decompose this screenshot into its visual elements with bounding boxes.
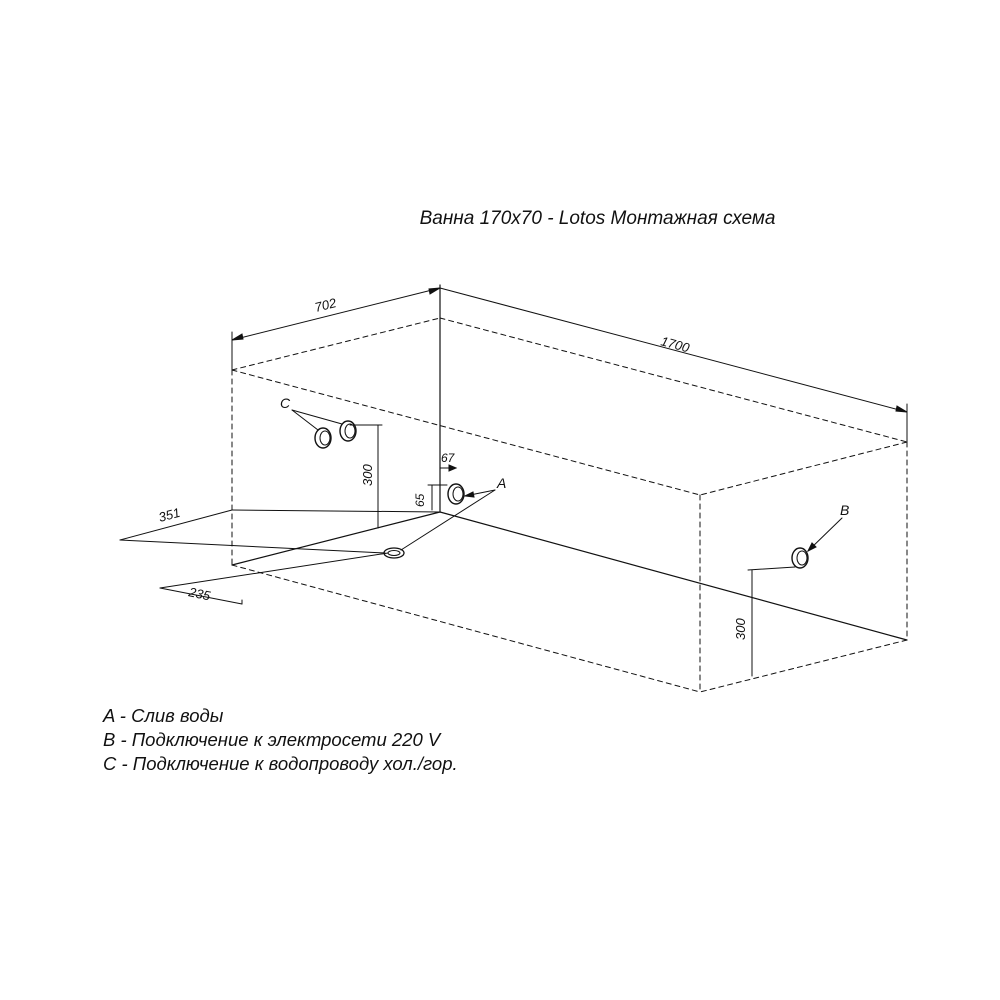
marker-c-label: C [280, 395, 291, 411]
dimension-235-label: 235 [187, 584, 212, 604]
drain-outlet-inner [388, 551, 400, 556]
dimension-65 [428, 485, 447, 510]
dimension-702 [232, 288, 440, 372]
dimension-1700-label: 1700 [659, 333, 692, 356]
floor-lines [232, 285, 907, 640]
dimension-351-label: 351 [156, 504, 182, 525]
marker-c-leaders [292, 410, 342, 430]
marker-b-leader [808, 518, 842, 551]
bottom-side-edge [700, 640, 907, 692]
dimension-65-label: 65 [413, 493, 427, 507]
dimension-67-label: 67 [441, 451, 455, 465]
top-side-edge [700, 442, 907, 495]
dimension-power-300-label: 300 [733, 618, 748, 640]
top-front-edge [232, 370, 700, 495]
floor-back-right-line [440, 512, 907, 640]
overflow-fitting-icon [448, 484, 464, 504]
dimension-1700 [440, 288, 907, 444]
top-back-edge [232, 318, 440, 370]
legend-item-a: A - Слив воды [103, 705, 224, 726]
tub-outline-dashed [232, 318, 907, 692]
dimension-67 [440, 465, 456, 471]
legend [103, 704, 458, 776]
floor-back-left-line [232, 512, 440, 565]
diagram-title: Ванна 170x70 - Lotos Монтажная схема [419, 208, 776, 229]
electrical-connection-icon [792, 548, 808, 568]
bottom-front-edge [232, 565, 700, 692]
dimension-702-label: 702 [313, 295, 338, 315]
legend-item-c: C - Подключение к водопроводу хол./гор. [103, 753, 458, 774]
marker-b-label: B [840, 502, 850, 518]
dimension-power-300 [748, 567, 795, 676]
legend-item-b: B - Подключение к электросети 220 V [103, 729, 441, 750]
dimension-supply-300-label: 300 [360, 464, 375, 486]
marker-a-label: A [497, 475, 507, 491]
